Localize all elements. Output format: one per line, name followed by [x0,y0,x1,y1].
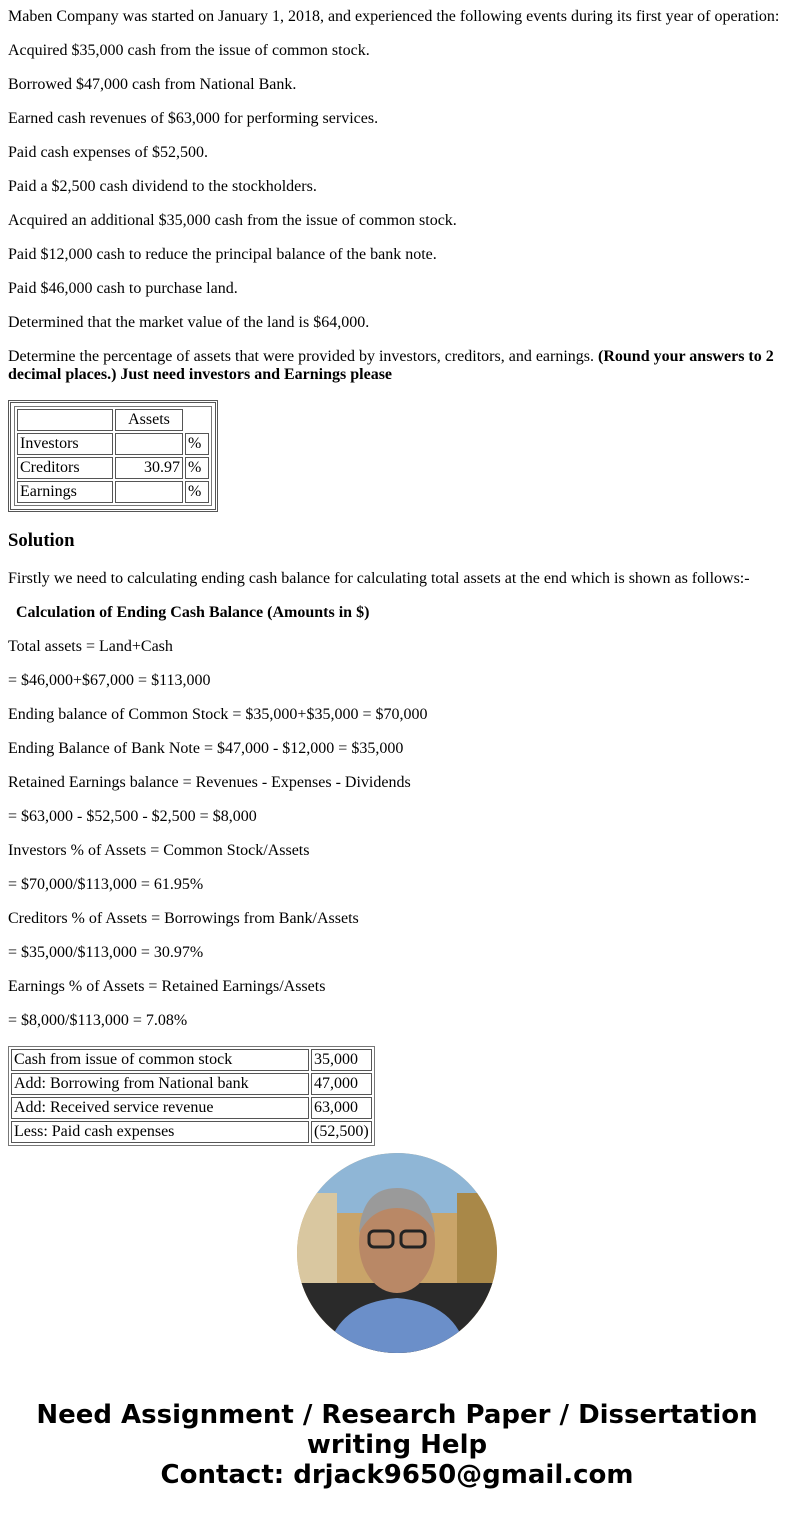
event: Paid a $2,500 cash dividend to the stockholders. [8,178,317,195]
table-row: Cash from issue of common stock 35,000 [11,1049,372,1071]
solution-line: = $63,000 - $52,500 - $2,500 = $8,000 [8,808,257,825]
task-instruction: (Round your answers to 2 decimal places.) Just need investors and Earnings please [8,348,774,383]
event: Paid $46,000 cash to purchase land. [8,280,238,297]
document-content [8,0,788,1146]
footer-line-1: Need Assignment / Research Paper / Dissertation writing Help [36,1400,758,1460]
solution-line: Earnings % of Assets = Retained Earnings/Assets [8,978,326,995]
solution-intro: Firstly we need to calculating ending cash balance for calculating total assets at the end which is shown as follows:- [8,570,750,587]
solution-line: Creditors % of Assets = Borrowings from Bank/Assets [8,910,359,927]
event: Determined that the market value of the land is $64,000. [8,314,370,331]
table-row: Investors % [17,433,209,455]
solution-line: = $46,000+$67,000 = $113,000 [8,672,211,689]
solution-line: Ending Balance of Bank Note = $47,000 - $12,000 = $35,000 [8,740,404,757]
solution-line: = $70,000/$113,000 = 61.95% [8,876,204,893]
investors-input[interactable] [115,433,183,455]
answer-table [14,406,212,506]
event: Acquired an additional $35,000 cash from the issue of common stock. [8,212,457,229]
answer-table-wrapper [8,400,218,512]
table-row: Add: Received service revenue 63,000 [11,1097,372,1119]
assets-header: Assets [115,409,183,431]
event: Paid $12,000 cash to reduce the principal balance of the bank note. [8,246,437,263]
earnings-input[interactable] [115,481,183,503]
event: Acquired $35,000 cash from the issue of common stock. [8,42,370,59]
solution-line: Retained Earnings balance = Revenues - Expenses - Dividends [8,774,411,791]
footer-banner [0,1400,794,1490]
creditors-input[interactable]: 30.97 [115,457,183,479]
table-row: Creditors 30.97 % [17,457,209,479]
solution-line: Ending balance of Common Stock = $35,000+$35,000 = $70,000 [8,706,428,723]
solution-subheading: Calculation of Ending Cash Balance (Amounts in $) [16,604,370,621]
table-row: Less: Paid cash expenses (52,500) [11,1121,372,1143]
solution-line: Investors % of Assets = Common Stock/Assets [8,842,310,859]
event: Borrowed $47,000 cash from National Bank. [8,76,297,93]
table-row: Earnings % [17,481,209,503]
solution-line: = $8,000/$113,000 = 7.08% [8,1012,188,1029]
question-intro: Maben Company was started on January 1, 2018, and experienced the following events during its first year of operation: [8,8,780,25]
cash-table [8,1046,375,1146]
author-photo [297,1153,497,1353]
solution-line: Total assets = Land+Cash [8,638,173,655]
event: Paid cash expenses of $52,500. [8,144,208,161]
footer-contact: Contact: drjack9650@gmail.com [160,1460,634,1490]
table-row: Add: Borrowing from National bank 47,000 [11,1073,372,1095]
solution-line: = $35,000/$113,000 = 30.97% [8,944,204,961]
solution-heading: Solution [8,530,75,551]
event: Earned cash revenues of $63,000 for performing services. [8,110,379,127]
question-task: Determine the percentage of assets that were provided by investors, creditors, and earnings. (Round your answers to 2 decimal places.) Just need investors and Earnings please [8,348,774,383]
